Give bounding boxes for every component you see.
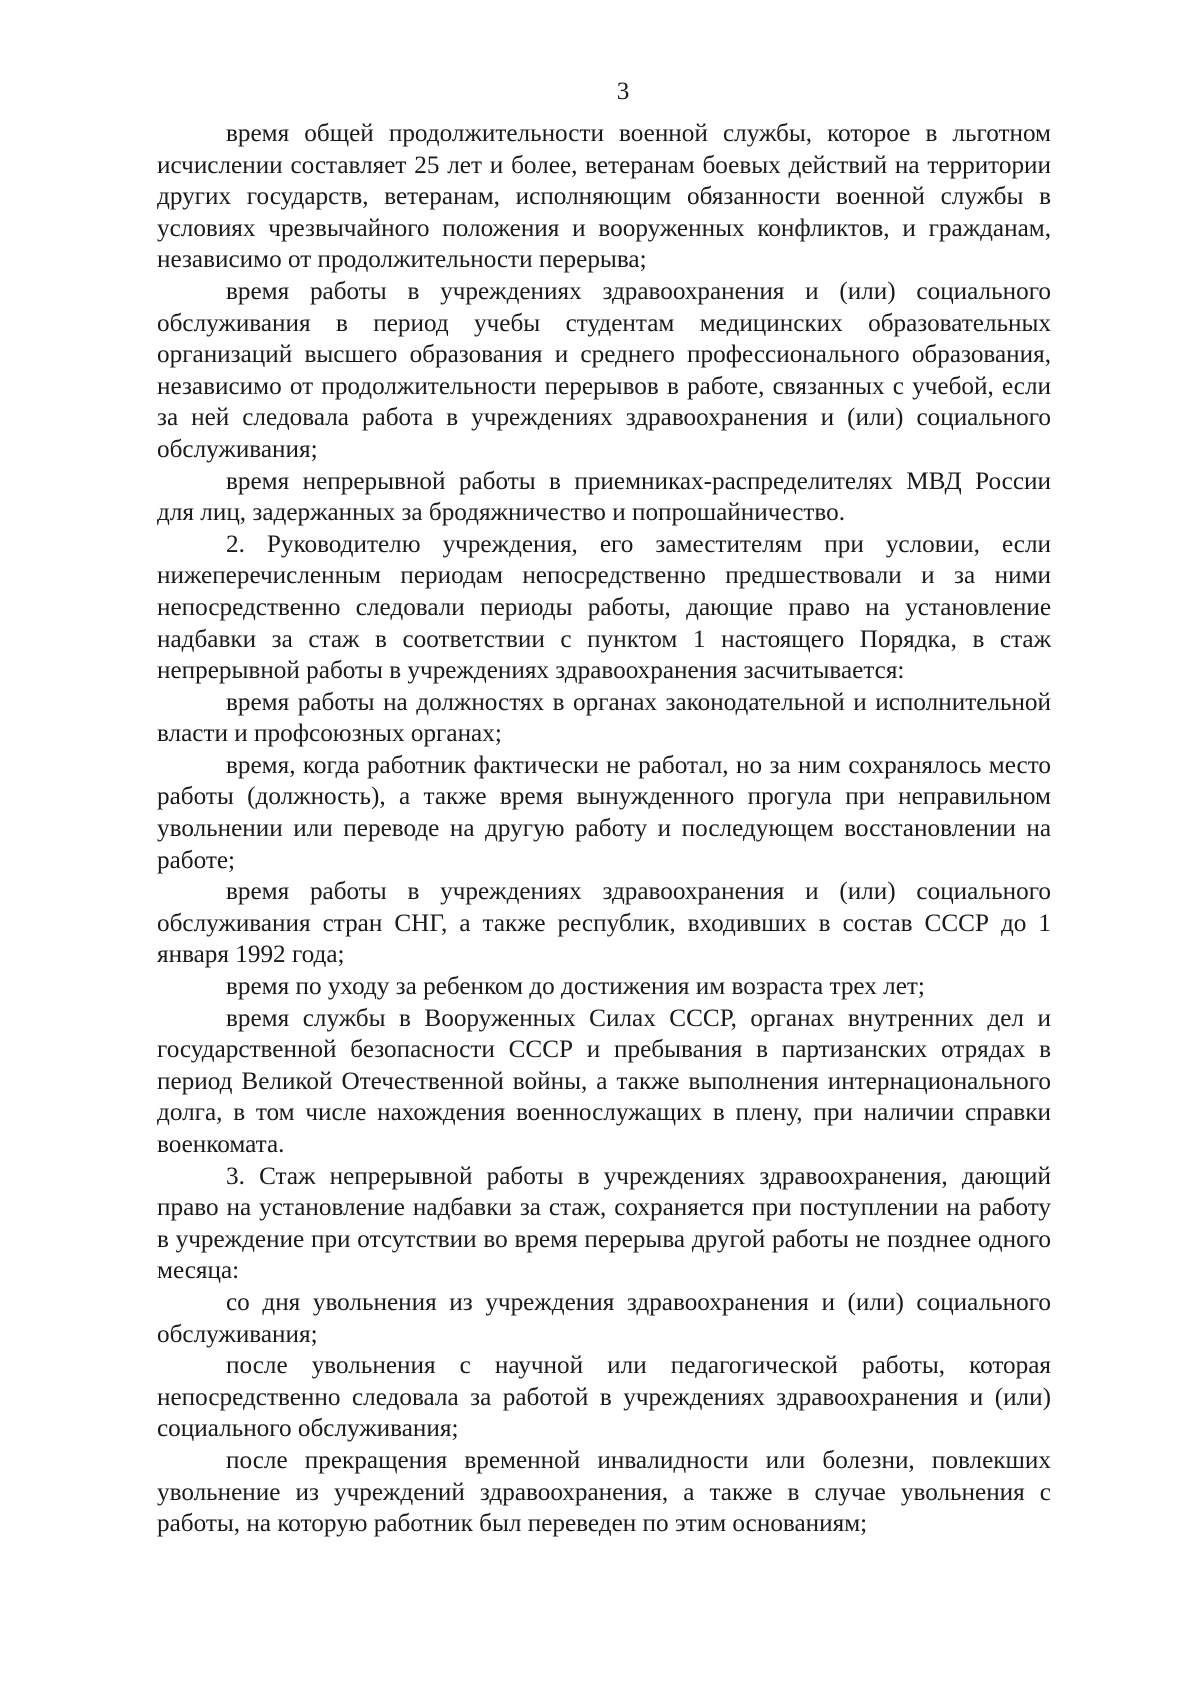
paragraph-dismissal-science: после увольнения с научной или педагогической работы, которая непосредственно следовала за работой в учреждениях здравоохранения и (или) социального обслуживания;: [157, 1352, 1051, 1443]
paragraph-disability: после прекращения временной инвалидности или болезни, повлекших увольнение из учреждений здравоохранения, а также в случае увольнения с работы, на которую работник был переведен по этим основаниям;: [157, 1446, 1051, 1538]
paragraph-legislative-work: время работы на должностях в органах законодательной и исполнительной власти и профсоюзных органах;: [157, 688, 1051, 748]
paragraph-section-3: 3. Стаж непрерывной работы в учреждениях здравоохранения, дающий право на установление надбавки за стаж, сохраняется при поступлении на работу в учреждение при отсутствии во время перерыва другой работы не позднее одного месяца:: [157, 1162, 1051, 1285]
paragraph-armed-forces: время службы в Вооруженных Силах СССР, органах внутренних дел и государственной безопасности СССР и пребывания в партизанских отрядах в период Великой Отечественной войны, а также выполнения интернационального долга, в том числе нахождения военнослужащих в плену, при наличии справки военкомата.: [157, 1004, 1051, 1158]
paragraph-military-service: время общей продолжительности военной службы, которое в льготном исчислении составляет 25 лет и более, ветеранам боевых действий на территории других государств, ветеранам, исполняющим обязанности военной службы в условиях чрезвычайного положения и вооруженных конфликтов, и гражданам, независимо от продолжительности перерыва;: [157, 120, 1051, 274]
paragraph-childcare: время по уходу за ребенком до достижения им возраста трех лет;: [226, 973, 925, 1001]
page-number: 3: [616, 78, 630, 105]
document-body: [157, 118, 1051, 1540]
paragraph-section-2: 2. Руководителю учреждения, его заместителям при условии, если нижеперечисленным периодам непосредственно предшествовали и за ними непосредственно следовали периоды работы, дающие право на установление надбавки за стаж в соответствии с пунктом 1 настоящего Порядка, в стаж непрерывной работы в учреждениях здравоохранения засчитывается:: [157, 530, 1051, 685]
paragraph-student-work: время работы в учреждениях здравоохранения и (или) социального обслуживания в период учебы студентам медицинских образовательных организаций высшего образования и среднего профессионального образования, независимо от продолжительности перерывов в работе, связанных с учебой, если за ней следовала работа в учреждениях здравоохранения и (или) социального обслуживания;: [157, 277, 1051, 463]
paragraph-forced-absence: время, когда работник фактически не работал, но за ним сохранялось место работы (должность), а также время вынужденного прогула при неправильном увольнении или переводе на другую работу и последующем восстановлении на работе;: [157, 751, 1051, 874]
paragraph-mvd-work: время непрерывной работы в приемниках-распределителях МВД России для лиц, задержанных за бродяжничество и попрошайничество.: [157, 467, 1051, 527]
paragraph-cis-work: время работы в учреждениях здравоохранения и (или) социального обслуживания стран СНГ, а также республик, входивших в состав СССР до 1 января 1992 года;: [157, 878, 1051, 969]
paragraph-dismissal-healthcare: со дня увольнения из учреждения здравоохранения и (или) социального обслуживания;: [157, 1288, 1051, 1348]
